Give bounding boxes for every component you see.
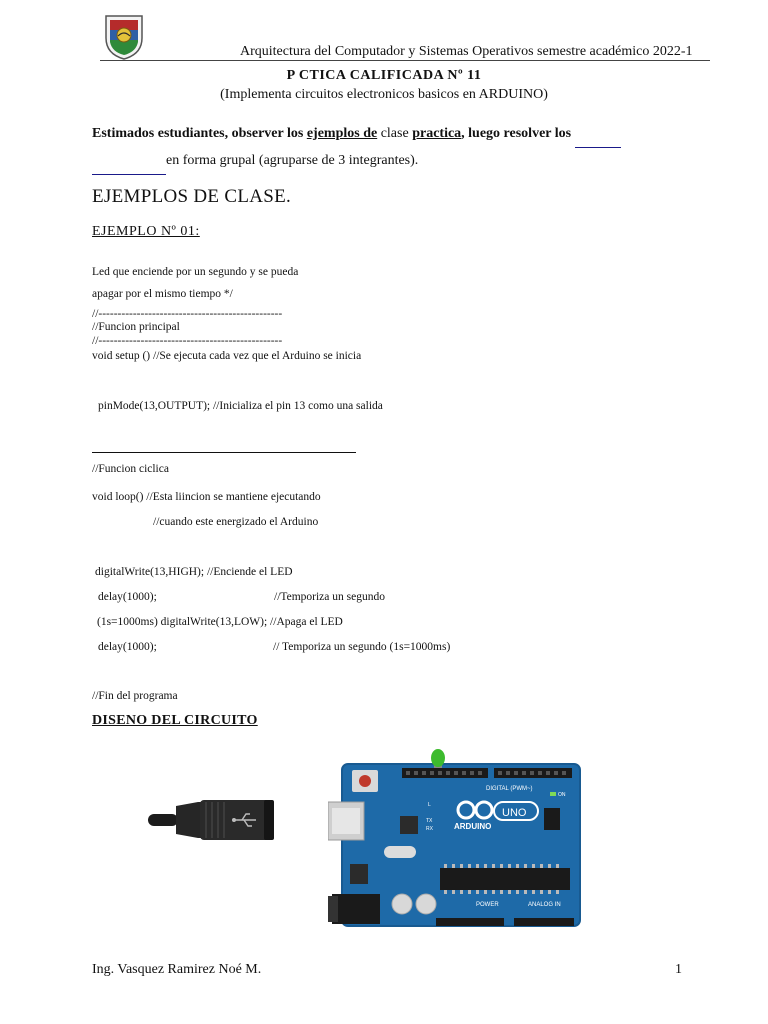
code-line: void setup () //Se ejecuta cada vez que el Arduino se inicia	[92, 350, 362, 362]
footer-author: Ing. Vasquez Ramirez Noé M.	[92, 962, 262, 977]
board-l-label: L	[428, 802, 431, 808]
board-power-label: POWER	[476, 902, 499, 908]
intro-text-3: clase	[377, 126, 413, 141]
code-line: //Funcion principal	[92, 321, 180, 333]
footer-page-number: 1	[675, 962, 682, 977]
code-comment: // Temporiza un segundo (1s=1000ms)	[273, 641, 451, 653]
code-line: (1s=1000ms) digitalWrite(13,LOW); //Apaga el LED	[97, 616, 343, 628]
code-line: //Funcion ciclica	[92, 463, 169, 475]
code-line: apagar por el mismo tiempo */	[92, 288, 233, 300]
board-on-label: ON	[558, 792, 566, 798]
code-separator-line	[92, 452, 356, 453]
university-shield-logo	[104, 14, 144, 60]
page-title: P CTICA CALIFICADA Nº 11	[286, 68, 482, 83]
code-line: digitalWrite(13,HIGH); //Enciende el LED	[95, 566, 293, 578]
code-line: delay(1000);	[98, 591, 157, 603]
circuit-design-heading: DISENO DEL CIRCUITO	[92, 713, 258, 728]
header-divider	[100, 60, 710, 61]
header-course-title: Arquitectura del Computador y Sistemas Operativos semestre académico 2022-1	[240, 44, 693, 59]
code-line: //------------------------------------------------	[92, 335, 283, 347]
page-subtitle: (Implementa circuitos electronicos basicos en ARDUINO)	[220, 87, 548, 102]
fill-blank-2	[92, 148, 166, 175]
fill-blank-1	[575, 121, 621, 148]
intro-text-4: practica	[412, 126, 462, 141]
code-line: void loop() //Esta liincion se mantiene ejecutando	[92, 491, 321, 503]
code-line: //cuando este energizado el Arduino	[153, 516, 319, 528]
board-brand-label: ARDUINO	[454, 822, 492, 831]
board-analog-label: ANALOG IN	[528, 902, 561, 908]
intro-text-2: ejemplos de	[306, 126, 378, 141]
code-line: //------------------------------------------------	[92, 308, 283, 320]
board-digital-label: DIGITAL (PWM~)	[486, 786, 533, 792]
code-line: Led que enciende por un segundo y se pueda	[92, 266, 299, 278]
intro-text-6: en forma grupal (agruparse de 3 integrantes).	[166, 153, 419, 168]
usb-cable-plug-icon	[146, 796, 278, 844]
intro-text-5: , luego resolver los	[461, 126, 575, 141]
code-comment: //Temporiza un segundo	[274, 591, 385, 603]
code-line: pinMode(13,OUTPUT); //Inicializa el pin 13 como una salida	[98, 400, 383, 412]
code-line: delay(1000);	[98, 641, 157, 653]
example-1-heading: EJEMPLO Nº 01:	[92, 224, 200, 239]
arduino-uno-board	[328, 746, 584, 930]
intro-text-1: Estimados estudiantes, observer los	[92, 126, 307, 141]
board-tx-label: TX	[426, 818, 433, 824]
examples-heading: EJEMPLOS DE CLASE.	[92, 186, 292, 207]
intro-paragraph	[92, 121, 732, 175]
board-rx-label: RX	[426, 826, 433, 832]
board-model-label: UNO	[502, 807, 527, 819]
code-line: //Fin del programa	[92, 690, 178, 702]
